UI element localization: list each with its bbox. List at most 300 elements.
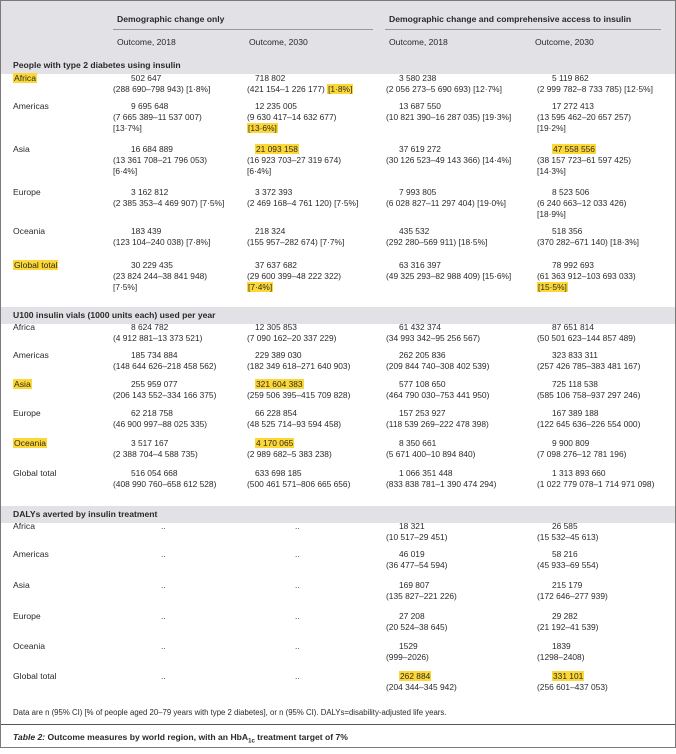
empty-cell: .. xyxy=(161,671,166,681)
cell-value-text: 167 389 188 xyxy=(552,408,599,418)
ci-text: (29 600 399–48 222 322) xyxy=(247,271,342,281)
cell-value xyxy=(131,408,173,419)
cell-ci xyxy=(386,449,475,460)
row-label xyxy=(13,322,35,332)
cell-pct xyxy=(247,123,278,134)
ci-text: (13 361 708–21 796 053) xyxy=(113,155,208,165)
ci-text: (833 838 781–1 390 474 294) xyxy=(386,479,497,489)
cell-value-text: 87 651 814 xyxy=(552,322,594,332)
ci-text: (61 363 912–103 693 033) xyxy=(537,271,636,281)
ci-text: (23 824 244–38 841 948) xyxy=(113,271,208,281)
cell-ci xyxy=(247,449,332,460)
cell-value-text: 1 313 893 660 xyxy=(552,468,606,478)
ci-text: (2 385 353–4 469 907) [7·5%] xyxy=(113,198,225,208)
cell-value xyxy=(552,549,578,560)
cell-ci xyxy=(386,591,457,602)
cell-value-text: 66 228 854 xyxy=(255,408,297,418)
cell-ci xyxy=(537,591,608,602)
cell-value xyxy=(131,350,178,361)
cell-value-text: 183 439 xyxy=(131,226,162,236)
row-label-text: Global total xyxy=(14,260,58,270)
cell-ci xyxy=(386,682,457,693)
cell-value-text: 8 523 506 xyxy=(552,187,590,197)
col-header-3: Outcome, 2018 xyxy=(389,37,448,47)
ci-text: (34 993 342–95 256 567) xyxy=(386,333,481,343)
ci-text: (257 426 785–383 481 167) xyxy=(537,361,641,371)
cell-value xyxy=(552,350,598,361)
cell-ci xyxy=(537,84,653,95)
table-footnote: Data are n (95% CI) [% of people aged 20–79 years with type 2 diabetes], or n (95% CI). DALYs=disability-adjusted life years. xyxy=(13,708,447,717)
cell-ci xyxy=(537,390,640,401)
cell-value-text: 16 684 889 xyxy=(131,144,173,154)
row-label-text: Africa xyxy=(13,521,35,531)
group-header-demographic: Demographic change only xyxy=(117,14,225,24)
cell-value-text: 1 066 351 448 xyxy=(399,468,453,478)
cell-value xyxy=(399,549,425,560)
cell-value xyxy=(131,438,168,449)
cell-value xyxy=(131,322,168,333)
cell-value xyxy=(255,408,297,419)
ci-text: (48 525 714–93 594 458) xyxy=(247,419,342,429)
ci-text: (10 821 390–16 287 035) [19·3%] xyxy=(386,112,512,122)
cell-value xyxy=(399,438,436,449)
cell-ci xyxy=(247,271,341,282)
cell-value xyxy=(131,226,161,237)
cell-ci xyxy=(386,333,480,344)
pct-text: [13·7%] xyxy=(113,123,142,133)
cell-ci xyxy=(537,682,608,693)
cell-value-text: 37 637 682 xyxy=(255,260,297,270)
ci-text: (21 192–41 539) xyxy=(537,622,599,632)
cell-value-text: 1529 xyxy=(399,641,418,651)
cell-value xyxy=(399,671,431,682)
cell-value-text: 1839 xyxy=(552,641,571,651)
cell-ci xyxy=(247,155,341,166)
cell-value xyxy=(399,408,446,419)
ci-text: (464 790 030–753 441 950) xyxy=(386,390,490,400)
col-header-2: Outcome, 2030 xyxy=(249,37,308,47)
pct-text: [6·4%] xyxy=(113,166,138,176)
ci-text: (45 933–69 554) xyxy=(537,560,599,570)
cell-value-text: 718 802 xyxy=(255,73,286,83)
cell-value xyxy=(131,73,161,84)
cell-ci xyxy=(537,560,598,571)
empty-cell: .. xyxy=(161,641,166,651)
cell-value-text: 30 229 435 xyxy=(131,260,173,270)
cell-value-text: 3 162 812 xyxy=(131,187,169,197)
col-header-4: Outcome, 2030 xyxy=(535,37,594,47)
ci-text: (209 844 740–308 402 539) xyxy=(386,361,490,371)
cell-value xyxy=(131,468,178,479)
cell-value-text: 62 218 758 xyxy=(131,408,173,418)
row-label xyxy=(13,73,37,83)
ci-text: (500 461 571–806 665 656) xyxy=(247,479,351,489)
cell-value xyxy=(255,144,299,155)
cell-value xyxy=(399,226,429,237)
ci-text: (16 923 703–27 319 674) xyxy=(247,155,342,165)
cell-value-text: 63 316 397 xyxy=(399,260,441,270)
ci-text: (1298–2408) xyxy=(537,652,585,662)
ci-text: (1 022 779 078–1 714 971 098) xyxy=(537,479,655,489)
cell-value xyxy=(399,580,429,591)
cell-pct xyxy=(247,282,273,293)
cell-value xyxy=(552,260,594,271)
cell-value xyxy=(552,73,589,84)
row-label-text: Asia xyxy=(13,144,30,154)
cell-value xyxy=(255,187,292,198)
empty-cell: .. xyxy=(161,549,166,559)
cell-ci xyxy=(537,419,640,430)
cell-value-text: 3 372 393 xyxy=(255,187,293,197)
ci-text: (182 349 618–271 640 903) xyxy=(247,361,351,371)
cell-value-text: 27 208 xyxy=(399,611,425,621)
pct-text: [13·6%] xyxy=(248,123,277,133)
empty-cell: .. xyxy=(295,549,300,559)
cell-value xyxy=(399,521,425,532)
cell-value xyxy=(255,101,297,112)
section-header: U100 insulin vials (1000 units each) used per year xyxy=(1,307,675,324)
cell-value xyxy=(255,438,294,449)
row-label xyxy=(13,611,41,621)
cell-value xyxy=(552,226,582,237)
cell-value-text: 518 356 xyxy=(552,226,583,236)
col-header-1: Outcome, 2018 xyxy=(117,37,176,47)
cell-ci xyxy=(247,84,353,95)
cell-value-text: 229 389 030 xyxy=(255,350,302,360)
ci-text: (7 098 276–12 781 196) xyxy=(537,449,627,459)
ci-text: (206 143 552–334 166 375) xyxy=(113,390,217,400)
cell-value xyxy=(552,671,584,682)
row-label-text: Europe xyxy=(13,408,41,418)
row-label xyxy=(13,144,30,154)
empty-cell: .. xyxy=(295,611,300,621)
ci-text: (4 912 881–13 373 521) xyxy=(113,333,203,343)
row-label-text: Oceania xyxy=(13,226,46,236)
cell-pct xyxy=(247,166,271,177)
row-label xyxy=(13,187,41,197)
cell-ci xyxy=(386,560,447,571)
cell-value-text: 37 619 272 xyxy=(399,144,441,154)
row-label xyxy=(13,641,45,651)
empty-cell: .. xyxy=(295,671,300,681)
cell-value-text: 725 118 538 xyxy=(552,379,598,389)
ci-text: (9 630 417–14 632 677) xyxy=(247,112,337,122)
cell-value-text: 13 687 550 xyxy=(399,101,441,111)
cell-value xyxy=(399,350,446,361)
cell-value-text: 215 179 xyxy=(552,580,583,590)
cell-pct xyxy=(113,282,137,293)
cell-ci xyxy=(537,652,585,663)
cell-value xyxy=(399,260,441,271)
row-label xyxy=(13,438,47,448)
cell-ci xyxy=(247,419,341,430)
cell-pct xyxy=(537,209,566,220)
row-label xyxy=(13,521,35,531)
row-label-text: Oceania xyxy=(14,438,47,448)
cell-value xyxy=(552,580,582,591)
cell-value-text: 218 324 xyxy=(255,226,286,236)
cell-ci xyxy=(537,155,631,166)
cell-ci xyxy=(386,198,506,209)
row-label-text: Europe xyxy=(13,187,41,197)
ci-text: (7 090 162–20 337 229) xyxy=(247,333,337,343)
row-label xyxy=(13,226,45,236)
ci-text: (421 154–1 226 177) xyxy=(247,84,328,94)
cell-ci xyxy=(247,361,350,372)
cell-value-text: 185 734 884 xyxy=(131,350,178,360)
ci-text: (20 524–38 645) xyxy=(386,622,448,632)
cell-value xyxy=(131,101,168,112)
row-label-text: Europe xyxy=(13,611,41,621)
cell-value-text: 21 093 158 xyxy=(256,144,298,154)
cell-ci xyxy=(386,361,489,372)
cell-value-text: 61 432 374 xyxy=(399,322,441,332)
cell-value xyxy=(552,144,596,155)
cell-value xyxy=(552,322,594,333)
cell-value-text: 516 054 668 xyxy=(131,468,178,478)
row-label-text: Global total xyxy=(13,468,57,478)
row-label xyxy=(13,580,30,590)
ci-text: (408 990 760–658 612 528) xyxy=(113,479,217,489)
cell-pct xyxy=(537,123,566,134)
cell-value xyxy=(131,187,168,198)
ci-text: (148 644 626–218 458 562) xyxy=(113,361,217,371)
row-label-text: Asia xyxy=(13,580,30,590)
cell-value xyxy=(552,408,599,419)
cell-ci xyxy=(386,479,496,490)
cell-value-text: 12 235 005 xyxy=(255,101,297,111)
row-label xyxy=(13,379,32,389)
cell-value xyxy=(552,521,578,532)
cell-ci xyxy=(386,652,429,663)
cell-value-text: 3 517 167 xyxy=(131,438,169,448)
ci-text: (585 106 758–937 297 246) xyxy=(537,390,641,400)
cell-value-text: 7 993 805 xyxy=(399,187,437,197)
row-label-text: Asia xyxy=(14,379,31,389)
cell-value-text: 78 992 693 xyxy=(552,260,594,270)
row-label-text: Global total xyxy=(13,671,57,681)
ci-text: (30 126 523–49 143 366) [14·4%] xyxy=(386,155,512,165)
pct-text: [18·9%] xyxy=(537,209,566,219)
cell-ci xyxy=(537,198,626,209)
pct-text: [15·5%] xyxy=(538,282,567,292)
cell-value-text: 321 604 383 xyxy=(256,379,303,389)
cell-value xyxy=(399,144,441,155)
cell-value-text: 157 253 927 xyxy=(399,408,446,418)
cell-value-text: 633 698 185 xyxy=(255,468,302,478)
cell-value-text: 169 807 xyxy=(399,580,430,590)
row-label-text: Americas xyxy=(13,350,49,360)
row-label-text: Americas xyxy=(13,101,49,111)
cell-ci xyxy=(386,237,487,248)
row-label xyxy=(13,549,49,559)
cell-ci xyxy=(537,333,636,344)
cell-value-text: 8 350 661 xyxy=(399,438,437,448)
cell-value xyxy=(255,226,285,237)
row-label xyxy=(13,260,58,270)
ci-text: (292 280–569 911) [18·5%] xyxy=(386,237,488,247)
row-label-text: Americas xyxy=(13,549,49,559)
cell-value-text: 8 624 782 xyxy=(131,322,169,332)
cell-value xyxy=(552,187,589,198)
ci-text: (2 388 704–4 588 735) xyxy=(113,449,198,459)
cell-value-text: 435 532 xyxy=(399,226,430,236)
ci-text: (5 671 400–10 894 840) xyxy=(386,449,476,459)
empty-cell: .. xyxy=(161,580,166,590)
cell-ci xyxy=(247,198,358,209)
ci-text: (36 477–54 594) xyxy=(386,560,448,570)
cell-ci xyxy=(386,112,511,123)
cell-value-text: 323 833 311 xyxy=(552,350,598,360)
cell-value-text: 17 272 413 xyxy=(552,101,594,111)
cell-value xyxy=(255,468,302,479)
cell-ci xyxy=(537,449,626,460)
pct-text: [6·4%] xyxy=(247,166,272,176)
cell-pct xyxy=(113,166,137,177)
cell-value xyxy=(131,144,173,155)
cell-ci xyxy=(113,112,202,123)
cell-ci xyxy=(386,271,511,282)
cell-value xyxy=(399,73,436,84)
cell-value-text: 4 170 065 xyxy=(256,438,294,448)
cell-value xyxy=(552,468,606,479)
cell-value-text: 26 585 xyxy=(552,521,578,531)
cell-value xyxy=(399,101,441,112)
cell-ci xyxy=(386,419,489,430)
cell-ci xyxy=(113,361,216,372)
ci-text: (13 595 462–20 657 257) xyxy=(537,112,632,122)
cell-value xyxy=(131,260,173,271)
row-label xyxy=(13,350,49,360)
cell-value xyxy=(552,379,598,390)
pct-text: [7·5%] xyxy=(113,282,138,292)
cell-value-text: 47 558 556 xyxy=(553,144,595,154)
empty-cell: .. xyxy=(295,641,300,651)
ci-text: (155 957–282 674) [7·7%] xyxy=(247,237,345,247)
cell-ci xyxy=(537,479,654,490)
cell-value xyxy=(255,379,304,390)
row-label xyxy=(13,101,49,111)
cell-value-text: 255 959 077 xyxy=(131,379,178,389)
ci-text: (7 665 389–11 537 007) xyxy=(113,112,202,122)
cell-value-text: 3 580 238 xyxy=(399,73,437,83)
cell-value xyxy=(399,611,425,622)
cell-ci xyxy=(247,479,350,490)
ci-text: (2 999 782–8 733 785) [12·5%] xyxy=(537,84,653,94)
cell-value-text: 9 900 809 xyxy=(552,438,590,448)
ci-text: (259 506 395–415 709 828) xyxy=(247,390,351,400)
cell-value-text: 18 321 xyxy=(399,521,425,531)
row-label xyxy=(13,468,56,478)
empty-cell: .. xyxy=(161,611,166,621)
cell-ci xyxy=(113,390,216,401)
cell-ci xyxy=(537,271,636,282)
ci-text: (46 900 997–88 025 335) xyxy=(113,419,208,429)
row-label-text: Africa xyxy=(14,73,36,83)
section-header: DALYs averted by insulin treatment xyxy=(1,506,675,523)
cell-ci xyxy=(537,112,631,123)
cell-ci xyxy=(537,237,639,248)
cell-ci xyxy=(113,419,207,430)
cell-value xyxy=(399,187,436,198)
row-label-text: Oceania xyxy=(13,641,46,651)
ci-text: (38 157 723–61 597 425) xyxy=(537,155,632,165)
empty-cell: .. xyxy=(295,521,300,531)
row-label xyxy=(13,671,56,681)
cell-value xyxy=(255,260,297,271)
cell-value xyxy=(552,438,589,449)
cell-value xyxy=(255,73,285,84)
cell-ci xyxy=(113,237,210,248)
pct-text: [7·4%] xyxy=(248,282,273,292)
cell-ci xyxy=(113,155,207,166)
ci-text: (118 539 269–222 478 398) xyxy=(386,419,489,429)
cell-ci xyxy=(113,198,224,209)
cell-value xyxy=(131,379,178,390)
cell-value xyxy=(552,641,571,652)
row-label xyxy=(13,408,41,418)
cell-value-text: 262 884 xyxy=(400,671,431,681)
cell-value-text: 262 205 836 xyxy=(399,350,446,360)
row-label-text: Africa xyxy=(13,322,35,332)
ci-text: (256 601–437 053) xyxy=(537,682,608,692)
ci-text: (2 056 273–5 690 693) [12·7%] xyxy=(386,84,502,94)
empty-cell: .. xyxy=(295,580,300,590)
empty-cell: .. xyxy=(161,521,166,531)
cell-pct xyxy=(537,166,566,177)
ci-text: (123 104–240 038) [7·8%] xyxy=(113,237,211,247)
cell-ci xyxy=(537,622,598,633)
ci-text: (135 827–221 226) xyxy=(386,591,457,601)
cell-value xyxy=(552,611,578,622)
ci-text: (2 469 168–4 761 120) [7·5%] xyxy=(247,198,359,208)
cell-ci xyxy=(113,333,202,344)
pct-text: [14·3%] xyxy=(537,166,566,176)
cell-value-text: 58 216 xyxy=(552,549,578,559)
cell-ci xyxy=(386,622,447,633)
ci-text: (2 989 682–5 383 238) xyxy=(247,449,332,459)
caption-text: Outcome measures by world region, with an HbA$_{1c}$ treatment target of 7% xyxy=(47,732,348,745)
cell-value xyxy=(399,322,441,333)
cell-value xyxy=(399,379,446,390)
cell-ci xyxy=(113,449,198,460)
cell-value-text: 5 119 862 xyxy=(552,73,589,83)
cell-pct xyxy=(113,123,142,134)
cell-value-text: 502 647 xyxy=(131,73,162,83)
cell-ci xyxy=(247,333,336,344)
cell-value xyxy=(255,322,297,333)
cell-ci xyxy=(386,155,511,166)
ci-text: (10 517–29 451) xyxy=(386,532,448,542)
caption-label: Table 2: xyxy=(13,732,46,742)
ci-text: (204 344–345 942) xyxy=(386,682,457,692)
pct-text: [1·8%] xyxy=(328,84,353,94)
ci-text: (15 532–45 613) xyxy=(537,532,599,542)
ci-text: (49 325 293–82 988 409) [15·6%] xyxy=(386,271,512,281)
cell-ci xyxy=(537,361,640,372)
group-header-comprehensive: Demographic change and comprehensive access to insulin xyxy=(389,14,632,24)
cell-ci xyxy=(386,532,447,543)
ci-text: (288 690–798 943) [1·8%] xyxy=(113,84,211,94)
cell-ci xyxy=(386,390,489,401)
cell-value-text: 29 282 xyxy=(552,611,578,621)
cell-ci xyxy=(386,84,502,95)
cell-value xyxy=(552,101,594,112)
cell-pct xyxy=(537,282,568,293)
ci-text: (370 282–671 140) [18·3%] xyxy=(537,237,639,247)
ci-text: (50 501 623–144 857 489) xyxy=(537,333,636,343)
table-caption xyxy=(1,724,675,748)
